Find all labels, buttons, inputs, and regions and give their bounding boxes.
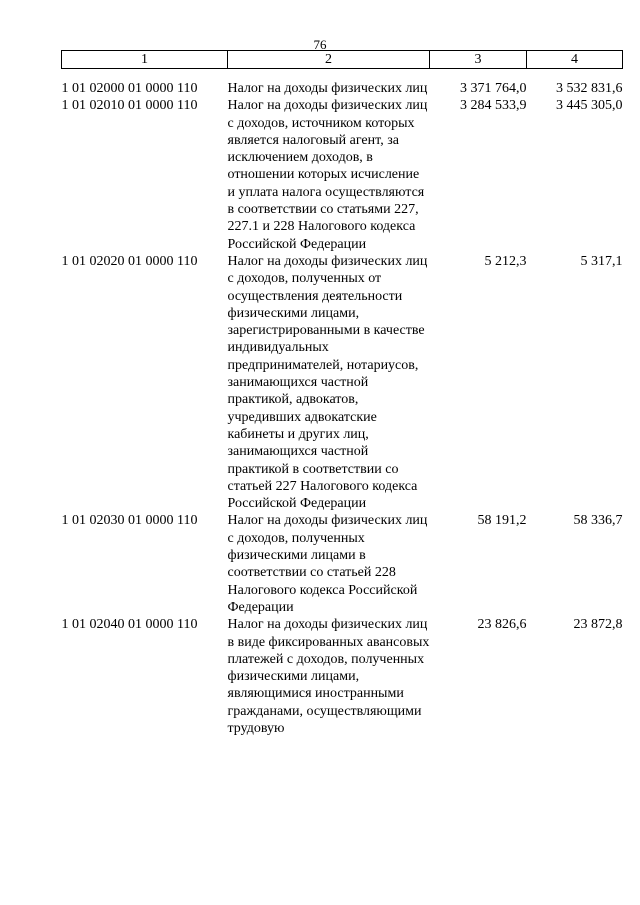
row-name: Налог на доходы физических лиц в виде фиксированных авансовых платежей с доходов, полученных физическими лицами, являющимися иностранными гражданами, осуществляющими трудовую xyxy=(227,617,430,736)
table-row xyxy=(62,512,623,616)
column-header-2: 2 xyxy=(228,51,430,69)
row-value-4: 3 532 831,6 xyxy=(556,81,623,96)
row-name: Налог на доходы физических лиц с доходов, полученных физическими лицами в соответствии со статьей 228 Налогового кодекса Российской Федерации xyxy=(227,513,428,615)
column-header-3: 3 xyxy=(430,51,527,69)
row-value-4: 23 872,8 xyxy=(573,617,623,633)
row-value-3: 3 284 533,9 xyxy=(460,98,527,114)
row-name: Налог на доходы физических лиц с доходов, источником которых является налоговый агент, за исключением доходов, в отношении которых исчисление и уплата налога осуществляются в соответствии со статьями 227, 227.1 и 228 Налогового кодекса Российской Федерации xyxy=(227,98,428,252)
row-value-4: 58 336,7 xyxy=(573,513,623,529)
table-row xyxy=(62,616,623,737)
table-body xyxy=(62,69,623,738)
table-row xyxy=(62,69,623,98)
budget-table xyxy=(61,50,623,737)
row-value-3: 23 826,6 xyxy=(477,617,527,633)
page-number: 76 xyxy=(313,37,327,52)
table-row xyxy=(62,97,623,253)
row-value-3: 3 371 764,0 xyxy=(460,81,527,96)
column-header-4: 4 xyxy=(527,51,623,69)
table-header xyxy=(62,51,623,69)
row-value-3: 5 212,3 xyxy=(484,253,527,269)
row-name: Налог на доходы физических лиц с доходов, полученных от осуществления деятельности физическими лицами, зарегистрированными в качестве индивидуальных предпринимателей, нотариусов, занимающихся частной практикой, адвокатов, учредивших адвокатские кабинеты и других лиц, занимающихся частной практикой в соответствии со статьей 227 Налогового кодекса Российской Федерации xyxy=(227,253,428,512)
column-header-1: 1 xyxy=(62,51,228,69)
row-code: 1 01 02000 01 0000 110 xyxy=(61,81,198,96)
header-row xyxy=(62,51,623,69)
row-value-4: 3 445 305,0 xyxy=(556,98,623,114)
row-code: 1 01 02020 01 0000 110 xyxy=(61,253,198,269)
row-value-3: 58 191,2 xyxy=(477,513,527,529)
row-code: 1 01 02040 01 0000 110 xyxy=(61,617,198,633)
row-name: Налог на доходы физических лиц xyxy=(227,81,428,96)
row-code: 1 01 02010 01 0000 110 xyxy=(61,98,198,114)
row-code: 1 01 02030 01 0000 110 xyxy=(61,513,198,529)
table-row xyxy=(62,253,623,512)
row-value-4: 5 317,1 xyxy=(580,253,623,269)
